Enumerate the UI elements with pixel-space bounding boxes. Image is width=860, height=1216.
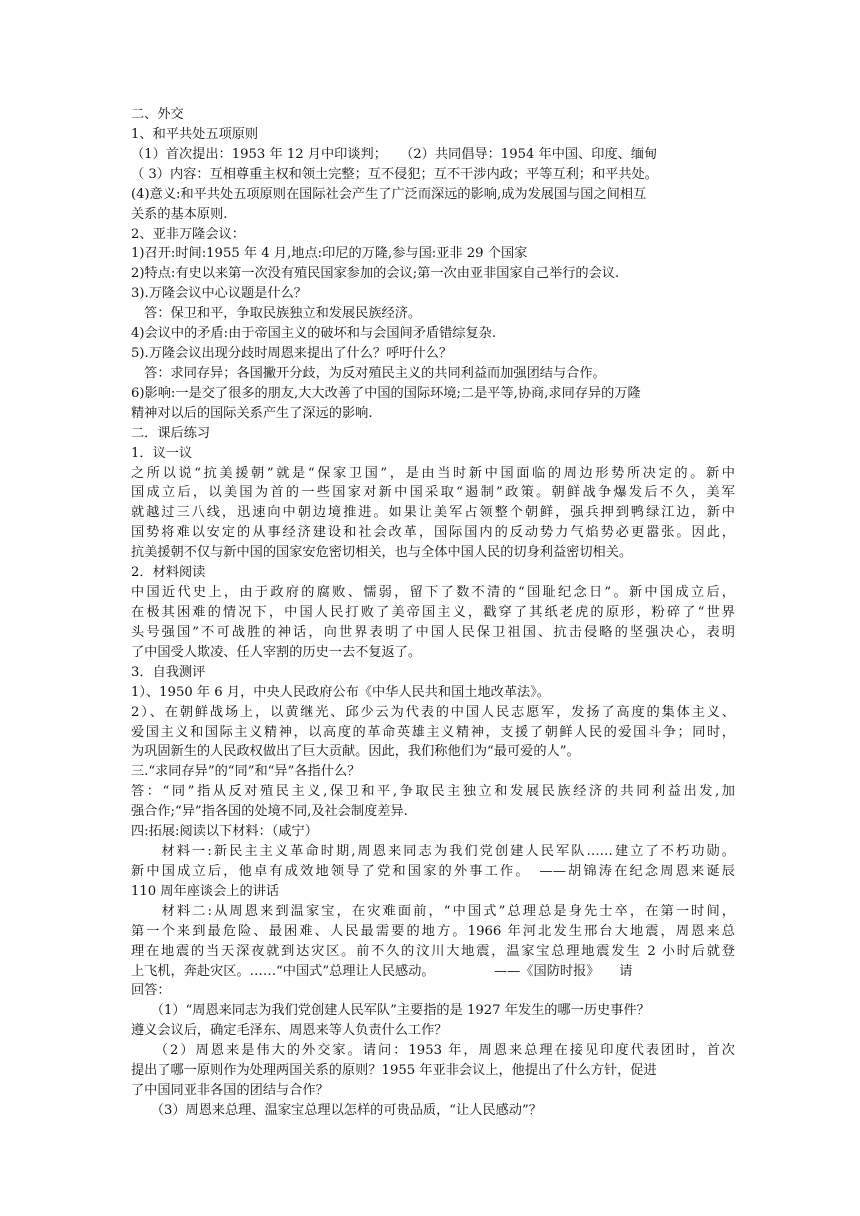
text-line: 头号强国”不可战胜的神话，向世界表明了中国人民保卫祖国、抗击侵略的坚强决心，表明	[131, 624, 735, 640]
text-line: 2、亚非万隆会议：	[131, 226, 245, 242]
text-line: 为巩固新生的人民政权做出了巨大贡献。因此，我们称他们为“最可爱的人”。	[131, 744, 580, 760]
text-line: 5).万隆会议出现分歧时周恩来提出了什么？呼吁什么？	[131, 346, 453, 362]
text-line: 了中国同亚非各国的团结与合作？	[131, 1083, 329, 1099]
text-line: 答：“同”指从反对殖民主义,保卫和平,争取民主独立和发展民族经济的共同利益出发,加	[131, 784, 735, 800]
text-line: 材料二:从周恩来到温家宝，在灾难面前，“中国式”总理总是身先士卒，在第一时间，	[131, 903, 735, 919]
text-line: 3．自我测评	[131, 664, 206, 680]
text-line: 4)会议中的矛盾:由于帝国主义的破坏和与会国间矛盾错综复杂.	[131, 326, 497, 342]
text-line: 提出了哪一原则作为处理两国关系的原则？1955 年亚非会议上，他提出了什么方针，促进	[131, 1063, 657, 1079]
text-line: 遵义会议后，确定毛泽东、周恩来等人负责什么工作？	[131, 1023, 448, 1039]
text-line: 110 周年座谈会上的讲话	[131, 883, 280, 899]
text-line: 就越过三八线，迅速向中朝边境推进。如果让美军占领整个朝鲜，强兵押到鸭绿江边，新中	[131, 505, 735, 521]
text-line: 理在地震的当天深夜就到达灾区。前不久的汶川大地震，温家宝总理地震发生 2 小时后就登	[131, 943, 735, 959]
text-line: 强合作;“异”指各国的处境不同,及社会制度差异.	[131, 804, 408, 820]
text-line: 回答：	[131, 983, 171, 999]
text-line: 2)特点:有史以来第一次没有殖民国家参加的会议;第一次由亚非国家自己举行的会议.	[131, 266, 620, 282]
text-line: 答：求同存异；各国撇开分歧，为反对殖民主义的共同利益而加强团结与合作。	[131, 365, 606, 381]
text-line: 2）、在朝鲜战场上，以黄继光、邱少云为代表的中国人民志愿军，发扬了高度的集体主义、	[131, 704, 735, 720]
text-line: 1、和平共处五项原则	[131, 126, 259, 142]
text-line: 四:拓展:阅读以下材料：（咸宁）	[131, 824, 318, 840]
text-line: 第一个来到最危险、最困难、人民最需要的地方。1966 年河北发生邢台大地震，周恩来总	[131, 923, 735, 939]
text-line: 抗美援朝不仅与新中国的国家安危密切相关，也与全体中国人民的切身利益密切相关。	[131, 545, 633, 561]
text-line: 2．材料阅读	[131, 565, 206, 581]
text-line: 了中国受人欺凌、任人宰割的历史一去不复返了。	[131, 644, 422, 660]
text-line: 1．议一议	[131, 445, 193, 461]
text-line: 中国近代史上，由于政府的腐败、懦弱，留下了数不清的“国耻纪念日”。新中国成立后，	[131, 585, 735, 601]
text-line: 新中国成立后，他卓有成效地领导了党和国家的外事工作。 ——胡锦涛在纪念周恩来诞辰	[131, 863, 735, 879]
text-line: 材料一:新民主主义革命时期,周恩来同志为我们党创建人民军队……建立了不朽功勋。	[131, 844, 735, 860]
text-line: 爱国主义和国际主义精神，以高度的革命英雄主义精神，支援了朝鲜人民的爱国斗争；同时，	[131, 724, 735, 740]
text-line: （3）周恩来总理、温家宝总理以怎样的可贵品质，“让人民感动”？	[131, 1103, 542, 1118]
text-line: （ 3）内容：互相尊重主权和领土完整；互不侵犯；互不干涉内政；平等互利；和平共处。	[131, 166, 658, 182]
text-line: 1）、1950 年 6 月，中央人民政府公布《中华人民共和国土地改革法》。	[131, 684, 550, 700]
text-line: 国势将难以安定的从事经济建设和社会改革，国际国内的反动势力气焰势必更嚣张。因此，	[131, 525, 735, 541]
text-line: 6)影响:一是交了很多的朋友,大大改善了中国的国际环境;二是平等,协商,求同存异的万隆	[131, 385, 641, 401]
text-line: 3).万隆会议中心议题是什么？	[131, 286, 307, 302]
text-line: 二、外交	[131, 107, 184, 122]
text-line: 精神对以后的国际关系产生了深远的影响.	[131, 405, 373, 421]
text-line: (4)意义:和平共处五项原则在国际社会产生了广泛而深远的影响,成为发展国与国之间相互	[131, 186, 647, 202]
text-line: 二．课后练习	[131, 425, 211, 441]
text-line: 关系的基本原则.	[131, 206, 228, 222]
text-line: （2）周恩来是伟大的外交家。请问：1953 年，周恩来总理在接见印度代表团时，首次	[131, 1043, 735, 1059]
text-line: 答：保卫和平，争取民族独立和发展民族经济。	[131, 306, 422, 322]
text-line: 国成立后，以美国为首的一些国家对新中国采取“遏制”政策。朝鲜战争爆发后不久，美军	[131, 485, 735, 501]
text-line: 三.“求同存异”的“同”和“异”各指什么？	[131, 764, 361, 780]
text-line: 上飞机，奔赴灾区。……“中国式”总理让人民感动。 ——《国防时报》 请	[131, 963, 633, 979]
text-line: 之所以说“抗美援朝”就是“保家卫国”，是由当时新中国面临的周边形势所决定的。新中	[131, 465, 735, 481]
text-line: （1）首次提出：1953 年 12 月中印谈判； （2）共同倡导：1954 年中国、印度、缅甸	[131, 146, 658, 162]
text-line: 1)召开:时间:1955 年 4 月,地点:印尼的万隆,参与国:亚非 29 个国家	[131, 246, 528, 262]
text-line: （1）“周恩来同志为我们党创建人民军队”主要指的是 1927 年发生的哪一历史事件？	[131, 1003, 650, 1019]
text-line: 在极其困难的情况下，中国人民打败了美帝国主义，戳穿了其纸老虎的原形，粉碎了“世界	[131, 605, 735, 620]
